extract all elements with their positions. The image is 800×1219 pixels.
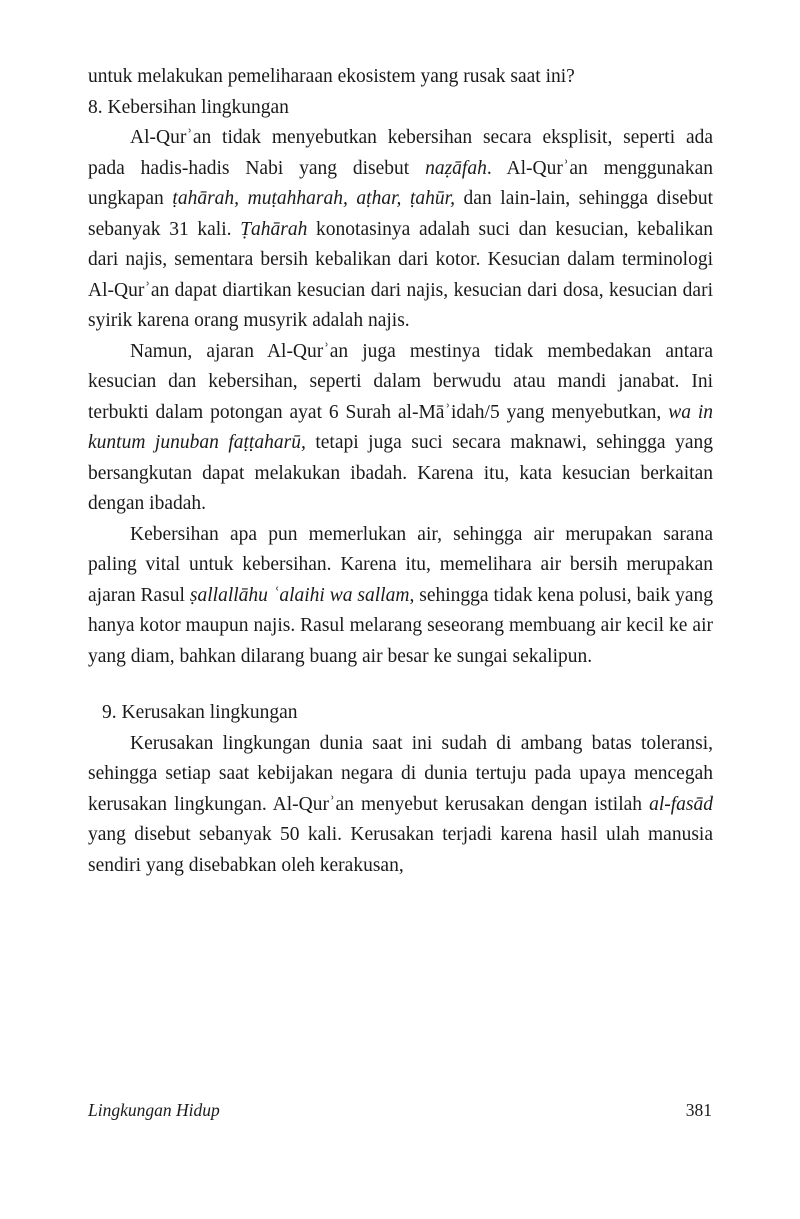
italic-term: alaihi wa sallam (279, 584, 410, 606)
text-run: ʿ (272, 584, 280, 606)
text-run: an tidak menyebutkan kebersihan secara eksplisit, seperti ada pada hadis-hadis Nabi yang disebut (88, 127, 713, 179)
text-run: ʾ (186, 127, 193, 148)
italic-term: ṣallallāhu (189, 584, 273, 606)
paragraph-text: untuk melakukan pemeliharaan ekosistem yang rusak saat ini? (88, 66, 575, 87)
page-number: 381 (685, 1100, 712, 1120)
text-run: Kerusakan lingkungan dunia saat ini sudah di ambang batas toleransi, sehingga setiap saat kebijakan negara di dunia tertuju pada upaya mencegah kerusakan lingkungan. Al-Qur (88, 732, 713, 815)
paragraph-8-3 (88, 520, 713, 673)
italic-term: ṭahārah, muṭahharah, aṭhar, ṭahūr, (172, 188, 455, 209)
italic-term: al-fasād (649, 793, 713, 815)
page-footer (88, 1100, 712, 1121)
text-run: Namun, ajaran Al-Qur (130, 340, 324, 362)
text-run: Kebersihan apa pun memerlukan air, sehingga air merupakan sarana paling vital untuk kebersihan. Karena itu, memelihara air bersih merupakan ajaran Rasul (88, 523, 713, 606)
italic-term: Ṭahārah (240, 218, 308, 240)
heading-section-8 (88, 93, 713, 124)
footer-running-title: Lingkungan Hidup (88, 1100, 220, 1120)
text-run: , sehingga tidak kena polusi, baik yang hanya kotor maupun najis. Rasul melarang seseorang membuang air kecil ke air yang diam, bahkan dilarang buang air besar ke sungai sekalipun. (88, 584, 713, 667)
text-run: an menyebut kerusakan dengan istilah (335, 793, 650, 815)
page-body (88, 62, 713, 881)
text-run: konotasinya adalah suci dan kesucian, kebalikan dari najis, sementara bersih kebalikan dari kotor. Kesucian dalam terminologi Al-Qur (88, 218, 713, 301)
heading-text: 9. Kerusakan lingkungan (102, 702, 298, 723)
paragraph-8-2 (88, 337, 713, 520)
text-run: . Al-Qur (486, 157, 563, 179)
text-run: dan lain-lain, sehingga disebut sebanyak 31 kali. (88, 188, 713, 240)
text-run: ʾ (323, 340, 330, 362)
text-run: tetapi juga suci secara maknawi, sehingga yang bersangkutan dapat melakukan ibadah. Karena itu, kata kesucian berkaitan dengan ibadah. (88, 432, 713, 514)
text-run: ʾ (444, 401, 451, 423)
paragraph-carryover (88, 62, 713, 93)
text-run: an juga mestinya tidak membedakan antara kesucian dan kebersihan, seperti dalam berwudu atau mandi janabat. Ini terbukti dalam potongan ayat 6 Surah al-Mā (88, 340, 713, 423)
text-run: an menggunakan ungkapan (88, 157, 713, 209)
italic-term: wa in kuntum junuban faṭṭaharū, (88, 401, 713, 453)
paragraph-9-1 (88, 729, 713, 882)
text-run: ʾ (562, 157, 570, 179)
text-run: yang disebut sebanyak 50 kali. Kerusakan terjadi karena hasil ulah manusia sendiri yang disebabkan oleh kerakusan, (88, 824, 713, 876)
heading-text: 8. Kebersihan lingkungan (88, 96, 289, 118)
text-run: idah/5 yang menyebutkan, (450, 401, 669, 423)
italic-term: naẓāfah (425, 157, 487, 179)
text-run: ʾ (144, 279, 151, 301)
text-run: ʾ (329, 793, 336, 815)
text-run: Al-Qur (130, 127, 187, 148)
heading-section-9 (88, 698, 713, 729)
paragraph-8-1 (88, 123, 713, 337)
text-run: an dapat diartikan kesucian dari najis, kesucian dari dosa, kesucian dari syirik karena orang musyrik adalah najis. (88, 279, 713, 331)
